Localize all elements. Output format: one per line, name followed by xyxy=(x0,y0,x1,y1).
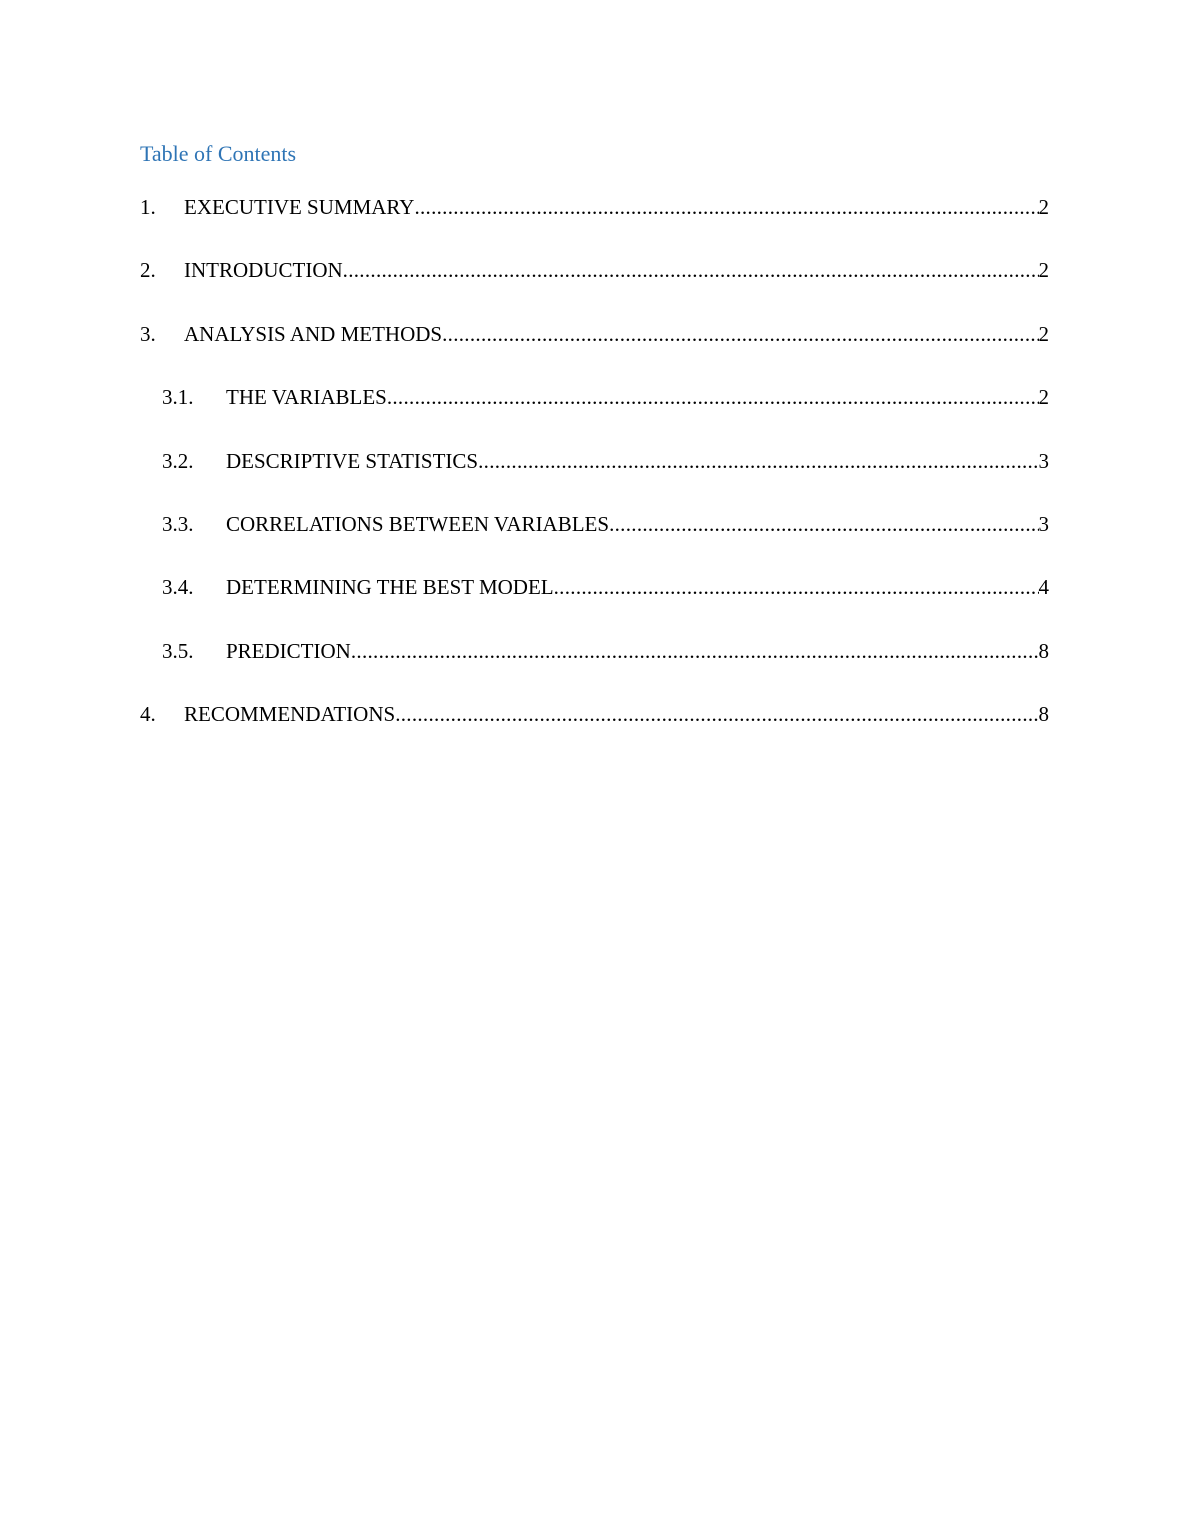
toc-entry-number: 3.5. xyxy=(162,638,194,663)
toc-entry-page: 8 xyxy=(1038,638,1049,663)
toc-entry-page: 3 xyxy=(1038,448,1049,473)
dot-leader xyxy=(442,320,1038,348)
toc-entry-page: 2 xyxy=(1038,321,1049,346)
toc-entry-number: 3.4. xyxy=(162,575,194,600)
dot-leader xyxy=(395,700,1038,728)
dot-leader xyxy=(478,447,1038,475)
toc-entry-correlations-between-variables[interactable] xyxy=(140,510,1049,573)
toc-entry-title: CORRELATIONS BETWEEN VARIABLES xyxy=(226,511,610,536)
toc-entry-title: PREDICTION xyxy=(226,638,351,663)
toc-entry-the-variables[interactable] xyxy=(140,383,1049,446)
toc-entry-page: 8 xyxy=(1038,702,1049,727)
toc-entry-title: INTRODUCTION xyxy=(184,258,343,283)
toc-entry-title: THE VARIABLES xyxy=(226,385,387,410)
toc-entry-descriptive-statistics[interactable] xyxy=(140,447,1049,510)
toc-entry-number: 3.1. xyxy=(162,385,194,410)
toc-entry-title: RECOMMENDATIONS xyxy=(184,702,396,727)
toc-entry-number: 1. xyxy=(140,195,156,219)
dot-leader xyxy=(609,510,1038,538)
dot-leader xyxy=(387,383,1039,411)
toc-list xyxy=(140,193,1049,764)
toc-entry-number: 2. xyxy=(140,258,156,283)
dot-leader xyxy=(343,256,1039,284)
dot-leader xyxy=(414,193,1038,221)
toc-entry-page: 3 xyxy=(1038,511,1049,536)
dot-leader xyxy=(554,573,1039,601)
toc-heading: Table of Contents xyxy=(140,141,297,166)
toc-entry-executive-summary[interactable] xyxy=(140,193,1049,256)
toc-entry-page: 2 xyxy=(1038,385,1049,410)
toc-entry-introduction[interactable] xyxy=(140,256,1049,319)
toc-entry-determining-the-best-model[interactable] xyxy=(140,573,1049,636)
toc-entry-number: 3.3. xyxy=(162,511,194,536)
toc-entry-page: 2 xyxy=(1038,195,1049,219)
toc-entry-title: ANALYSIS AND METHODS xyxy=(184,321,443,346)
toc-entry-recommendations[interactable] xyxy=(140,700,1049,763)
toc-entry-title: DESCRIPTIVE STATISTICS xyxy=(226,448,479,473)
toc-entry-number: 3. xyxy=(140,321,156,346)
toc-entry-title: DETERMINING THE BEST MODEL xyxy=(226,575,554,600)
toc-entry-analysis-and-methods[interactable] xyxy=(140,320,1049,383)
toc-entry-page: 2 xyxy=(1038,258,1049,283)
toc-entry-page: 4 xyxy=(1038,575,1049,600)
toc-entry-title: EXECUTIVE SUMMARY xyxy=(184,195,415,219)
dot-leader xyxy=(351,637,1039,665)
toc-entry-prediction[interactable] xyxy=(140,637,1049,700)
toc-entry-number: 3.2. xyxy=(162,448,194,473)
toc-entry-number: 4. xyxy=(140,702,156,727)
